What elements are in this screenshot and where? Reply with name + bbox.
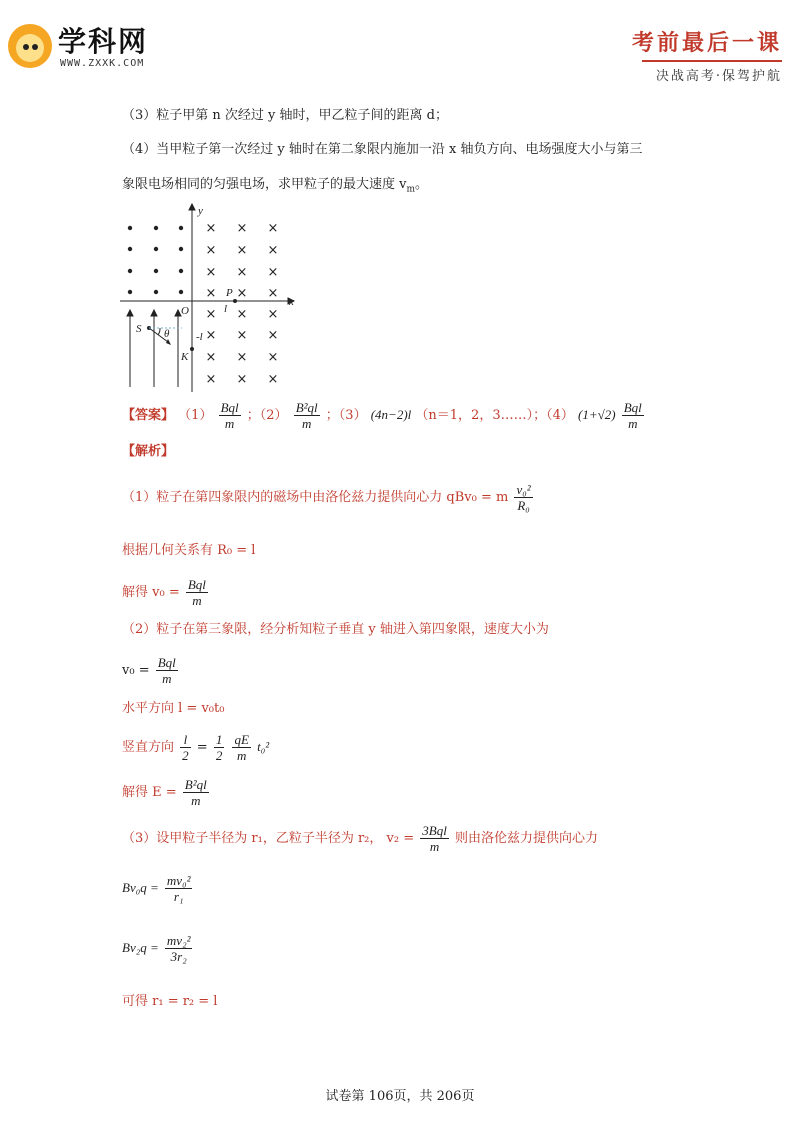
frac-qem-num: qE xyxy=(234,732,249,747)
analysis-step-2: 根据几何关系有 R₀ = l xyxy=(122,543,256,558)
logo-name: 学科网 xyxy=(58,25,149,58)
svg-text:×: × xyxy=(205,265,217,280)
svg-text:×: × xyxy=(205,328,217,343)
svg-text:×: × xyxy=(236,265,248,280)
svg-text:×: × xyxy=(205,372,217,387)
analysis-step-9-fraction xyxy=(420,823,449,854)
answer-2-label: ；（2） xyxy=(246,408,288,423)
length-l-label: l xyxy=(224,303,228,315)
analysis-step-11-num: mv₂² xyxy=(166,933,191,948)
svg-text:×: × xyxy=(267,307,279,322)
x-axis-label: x xyxy=(289,296,294,308)
analysis-step-1-den: R₀ xyxy=(517,498,530,513)
analysis-step-3-fraction xyxy=(186,577,208,608)
svg-text:×: × xyxy=(236,286,248,301)
svg-text:×: × xyxy=(267,286,279,301)
analysis-step-1-text: （1）粒子在第四象限内的磁场中由洛伦兹力提供向心力 qBv₀ = m xyxy=(122,490,509,505)
analysis-step-3-num: Bql xyxy=(187,577,206,592)
analysis-step-10-num: mv₀² xyxy=(166,873,191,888)
analysis-step-6: 水平方向 l = v₀t₀ xyxy=(122,701,225,716)
analysis-step-8 xyxy=(122,777,211,808)
answer-1-fraction xyxy=(219,400,241,431)
logo-url: WWW.ZXXK.COM xyxy=(60,58,145,69)
answer-2-num: B²ql xyxy=(295,400,318,415)
answer-tag: 【答案】 xyxy=(122,408,175,423)
frac-half-den: 2 xyxy=(215,748,223,763)
question-part-3: （3）粒子甲第 n 次经过 y 轴时，甲乙粒子间的距离 d； xyxy=(122,108,448,123)
question-part-4-text: 象限电场相同的匀强电场，求甲粒子的最大速度 v xyxy=(122,177,407,192)
frac-half-num: 1 xyxy=(215,732,223,747)
svg-text:×: × xyxy=(205,307,217,322)
analysis-step-8-fraction xyxy=(183,777,209,808)
svg-text:×: × xyxy=(236,307,248,322)
zxxk-logo xyxy=(8,18,178,78)
answer-1-label: （1） xyxy=(178,408,213,423)
svg-text:×: × xyxy=(205,243,217,258)
analysis-step-5-text: v₀ = xyxy=(122,663,150,678)
analysis-step-5-num: Bql xyxy=(157,655,176,670)
brand-title: 考前最后一课 xyxy=(631,30,782,56)
point-p-label: P xyxy=(226,287,233,299)
svg-text:×: × xyxy=(267,350,279,365)
answer-4-den: m xyxy=(628,416,638,431)
point-k-marker xyxy=(190,347,194,351)
analysis-step-3-den: m xyxy=(192,593,202,608)
analysis-step-7 xyxy=(122,732,269,763)
brand-rule xyxy=(642,60,782,62)
svg-text:×: × xyxy=(236,350,248,365)
analysis-step-1-num: v₀² xyxy=(516,482,531,497)
analysis-step-12: 可得 r₁ = r₂ = l xyxy=(122,994,218,1009)
analysis-step-1 xyxy=(122,482,535,513)
analysis-step-7-frac-half xyxy=(214,732,225,763)
analysis-step-10-den: r₁ xyxy=(173,889,184,904)
svg-text:×: × xyxy=(205,221,217,236)
analysis-tag: 【解析】 xyxy=(122,444,175,459)
neg-l-label: -l xyxy=(196,331,203,343)
analysis-step-5 xyxy=(122,655,180,686)
svg-text:×: × xyxy=(236,243,248,258)
answer-3-label: ；（3） xyxy=(325,408,367,423)
answer-1-num: Bql xyxy=(220,400,239,415)
analysis-step-7-suffix: t₀² xyxy=(257,739,270,754)
svg-text:×: × xyxy=(267,328,279,343)
answer-3-expr: (4n−2)l xyxy=(370,407,412,422)
analysis-step-10-fraction xyxy=(165,873,193,904)
brand-block xyxy=(632,26,782,84)
point-p-marker xyxy=(233,299,237,303)
answer-1-den: m xyxy=(224,416,235,431)
answer-4-prefix: (1+√2) xyxy=(578,407,616,422)
analysis-step-5-den: m xyxy=(162,671,172,686)
analysis-step-1-fraction xyxy=(514,482,532,513)
magnetic-field-crosses xyxy=(206,221,279,387)
analysis-step-8-den: m xyxy=(191,793,201,808)
analysis-step-4: （2）粒子在第三象限，经分析知粒子垂直 y 轴进入第四象限，速度大小为 xyxy=(122,622,549,637)
page-header xyxy=(0,0,800,84)
svg-text:×: × xyxy=(236,221,248,236)
y-axis-label: y xyxy=(198,205,203,217)
analysis-step-11-fraction xyxy=(165,933,193,964)
electric-field-lines xyxy=(127,310,181,387)
analysis-step-5-fraction xyxy=(156,655,178,686)
analysis-step-11-text: Bv₂q = xyxy=(122,940,159,955)
analysis-step-3-text: 解得 v₀ = xyxy=(122,585,180,600)
analysis-step-3 xyxy=(122,577,210,608)
logo-eye-left xyxy=(23,44,29,50)
analysis-step-10 xyxy=(122,873,194,904)
question-part-4-line2: 象限电场相同的匀强电场，求甲粒子的最大速度 $v_m$。 xyxy=(122,177,429,195)
logo-face xyxy=(16,34,44,62)
svg-text:×: × xyxy=(267,265,279,280)
svg-text:×: × xyxy=(267,243,279,258)
analysis-step-10-text: Bv₀q = xyxy=(122,880,159,895)
analysis-step-9-suffix: 则由洛伦兹力提供向心力 xyxy=(454,831,598,846)
analysis-step-9-den: m xyxy=(429,839,440,854)
analysis-step-11-den: 3r₂ xyxy=(170,949,187,964)
answer-2-fraction xyxy=(294,400,320,431)
field-diagram xyxy=(120,202,300,392)
answer-3-condition: （n＝1，2，3……）；（4） xyxy=(415,408,574,423)
brand-subtitle: 决战高考·保驾护航 xyxy=(655,69,782,84)
logo-eye-right xyxy=(32,44,38,50)
analysis-step-9 xyxy=(122,823,598,854)
point-s-label: S xyxy=(136,323,142,335)
svg-text:×: × xyxy=(236,328,248,343)
magnetic-field-dots xyxy=(128,226,183,294)
analysis-step-8-text: 解得 E = xyxy=(122,785,177,800)
svg-text:×: × xyxy=(267,221,279,236)
analysis-step-7-text: 竖直方向 xyxy=(122,740,175,755)
answer-4-fraction xyxy=(622,400,644,431)
svg-text:×: × xyxy=(205,350,217,365)
svg-text:×: × xyxy=(236,372,248,387)
svg-text:×: × xyxy=(205,286,217,301)
logo-mascot-icon xyxy=(8,24,52,68)
answer-2-den: m xyxy=(301,416,312,431)
frac-l2-den: 2 xyxy=(182,748,189,763)
analysis-step-9-text: （3）设甲粒子半径为 r₁，乙粒子半径为 r₂， v₂ = xyxy=(122,831,415,846)
analysis-step-7-frac-qem xyxy=(232,732,250,763)
analysis-step-8-num: B²ql xyxy=(184,777,207,792)
answer-4-num: Bql xyxy=(623,400,642,415)
frac-qem-den: m xyxy=(237,748,247,763)
analysis-step-7-equals: = xyxy=(196,740,208,755)
question-part-4-line1: （4）当甲粒子第一次经过 y 轴时在第二象限内施加一沿 x 轴负方向、电场强度大小与第三 xyxy=(122,142,643,157)
answer-line xyxy=(122,400,646,431)
analysis-step-7-frac-l2 xyxy=(180,732,191,763)
analysis-step-11 xyxy=(122,933,194,964)
svg-text:×: × xyxy=(267,372,279,387)
origin-label: O xyxy=(181,305,189,317)
analysis-step-9-num: 3Bql xyxy=(422,823,447,838)
angle-theta-label: θ xyxy=(164,328,170,340)
frac-l2-num: l xyxy=(180,732,191,748)
page-footer: 试卷第 106页，共 206页 xyxy=(325,1089,475,1104)
point-k-label: K xyxy=(181,351,189,363)
